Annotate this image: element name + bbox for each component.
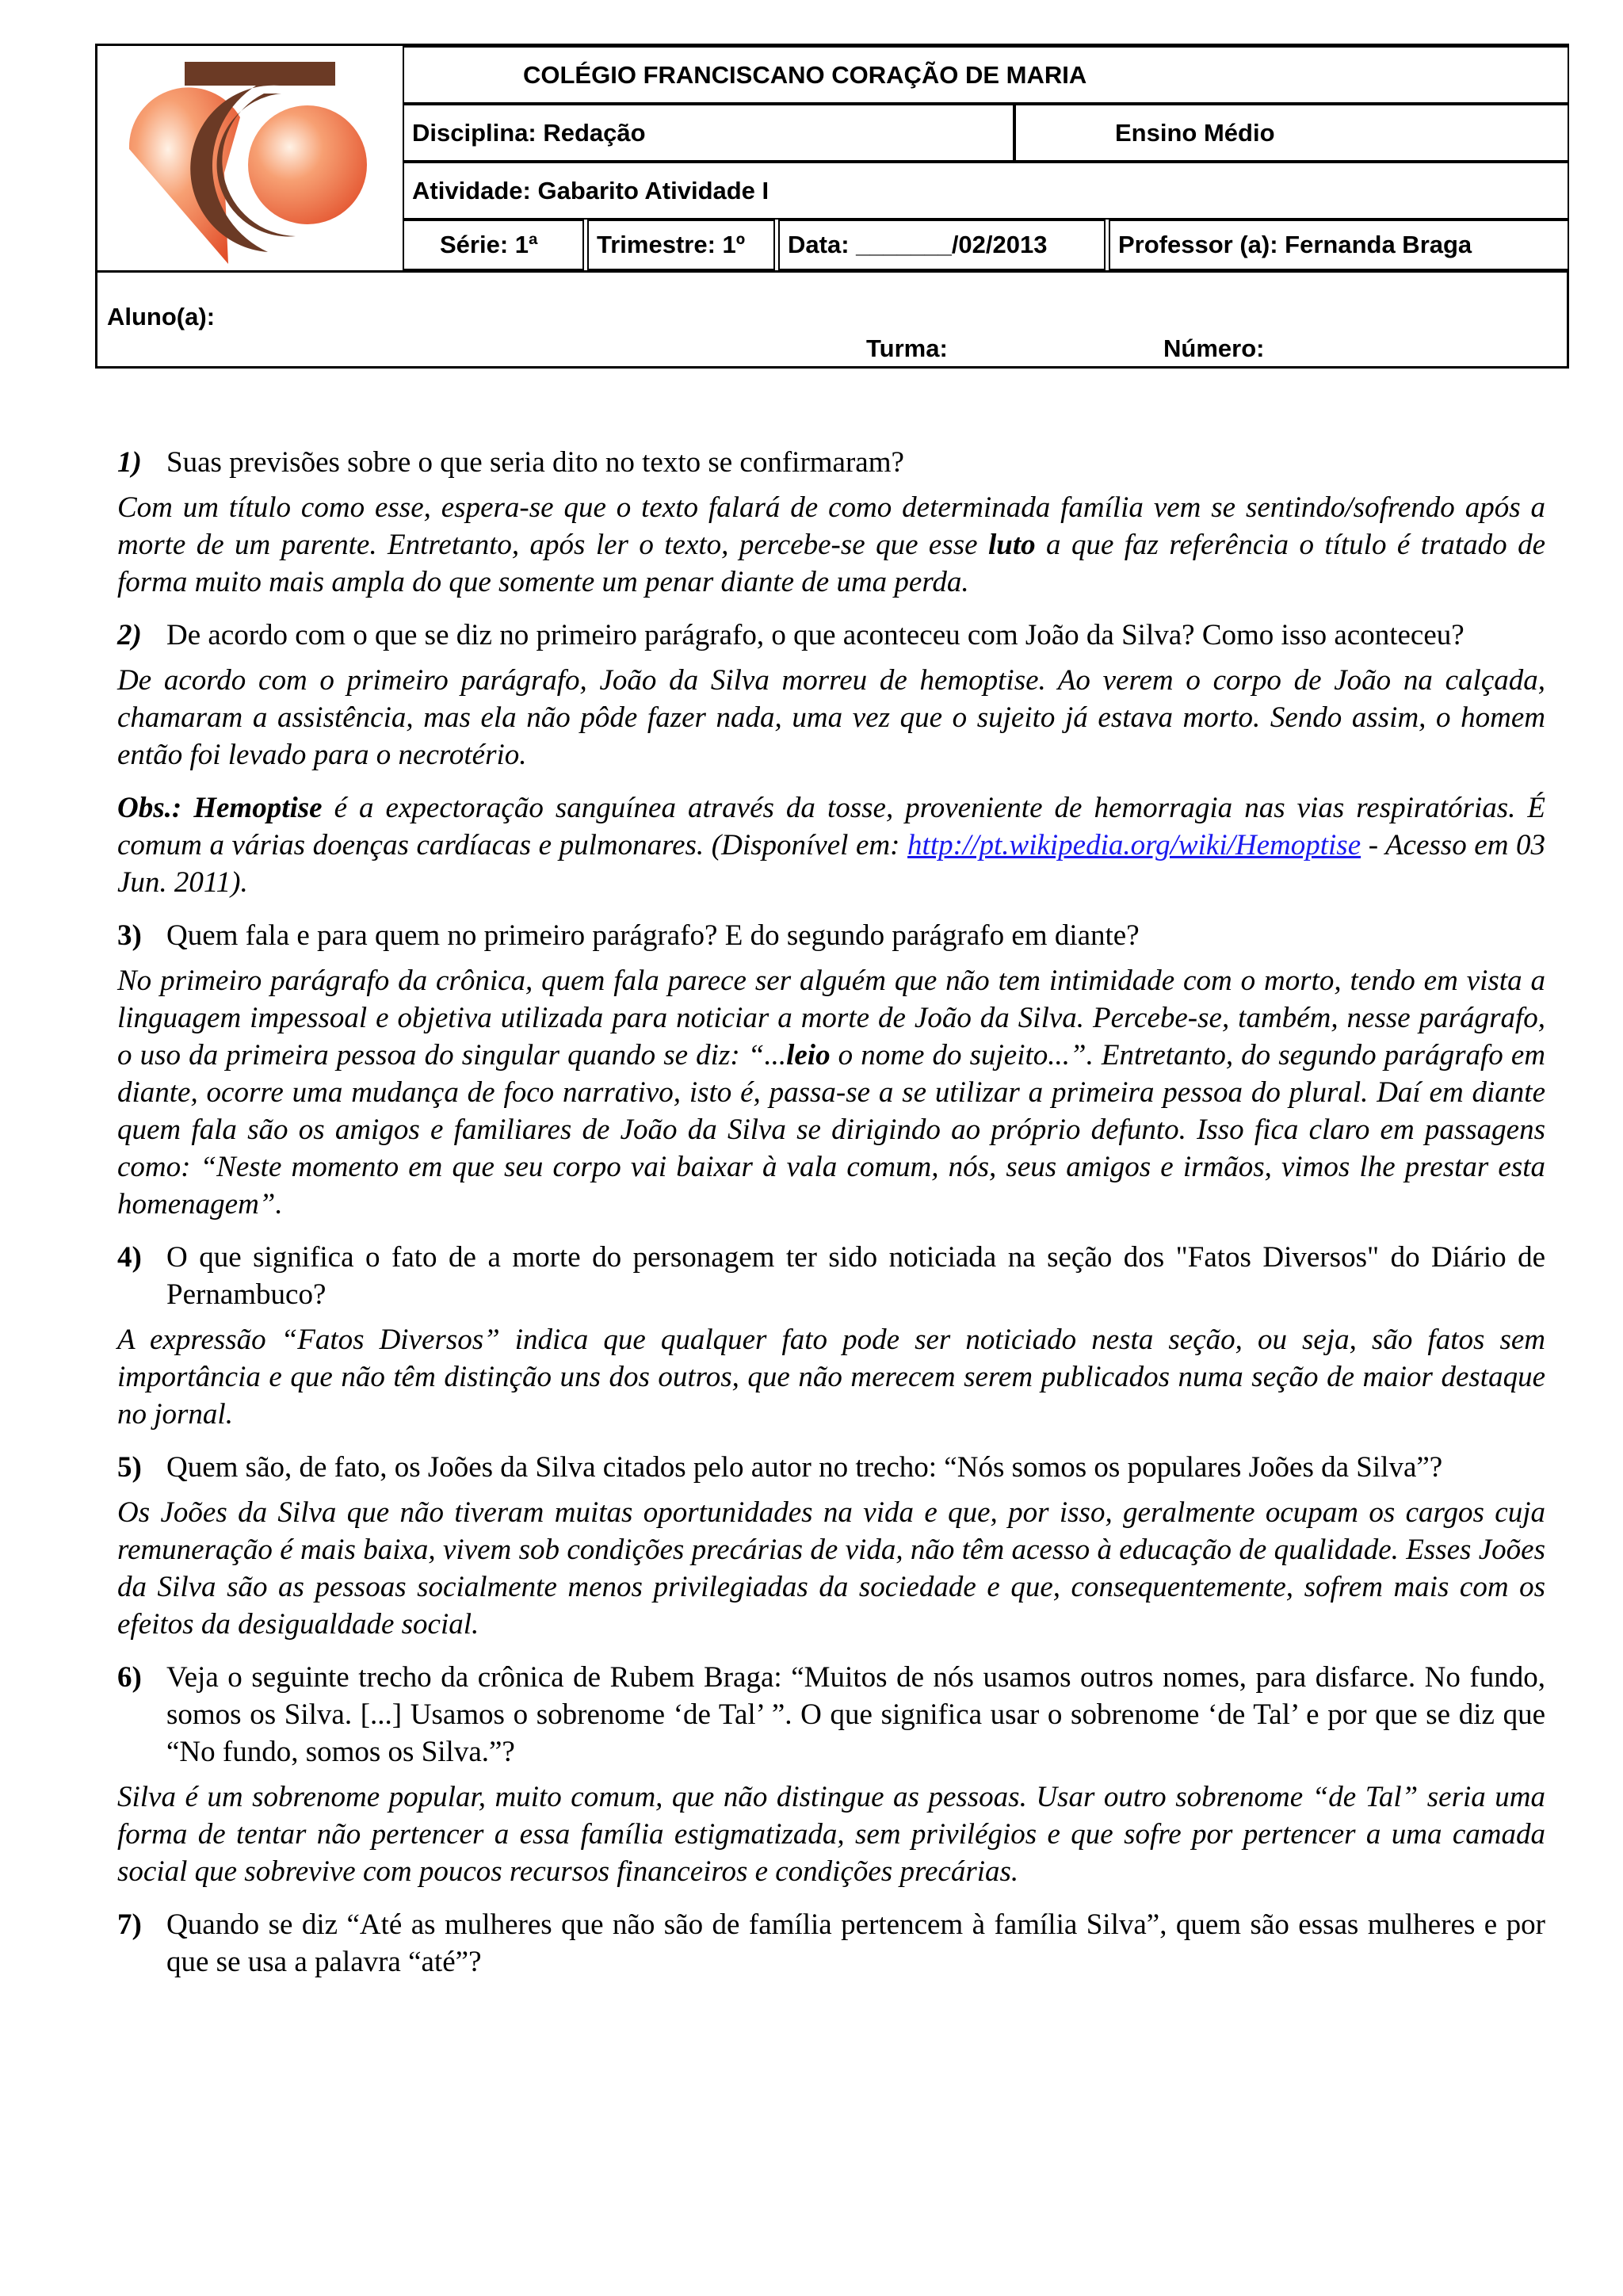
- answer-text: De acordo com o primeiro parágrafo, João da Silva morreu de hemoptise. Ao verem o corpo de João na calçada, chamaram a assistência, mas ela não pôde fazer nada, uma vez que o sujeito já estava morto. Sendo assim, o homem então foi levado para o necrotério.: [117, 664, 1545, 771]
- question-5: [117, 1449, 1545, 1486]
- question-number: 1): [117, 446, 142, 479]
- answer-2: [117, 662, 1545, 774]
- header-table: [95, 44, 1569, 369]
- student-label: Aluno(a):: [107, 303, 216, 330]
- education-level: Ensino Médio: [1115, 118, 1275, 147]
- answer-5: [117, 1494, 1545, 1643]
- level-cell: [1014, 104, 1569, 162]
- question-7: [117, 1906, 1545, 1981]
- answer-text: Com um título como esse, espera-se que o texto falará de como determinada família vem se sentindo/sofrendo após a morte de um parente. Entretanto, após ler o texto, percebe-se que esse: [117, 491, 1545, 561]
- question-number: 4): [117, 1241, 142, 1274]
- answer-text: o nome do sujeito...”. Entretanto, do segundo parágrafo em diante, ocorre uma mudança de foco narrativo, isto é, passa-se a se utilizar a primeira pessoa do plural. Daí em diante quem fala são os amigos e familiares de João da Silva se dirigindo ao próprio defunto. Isso fica claro em passagens como: “Neste momento em que seu corpo vai baixar à vala comum, nós, seus amigos e irmãos, vimos lhe prestar esta homenagem”.: [117, 1039, 1545, 1221]
- series: Série: 1ª: [440, 231, 538, 258]
- question-number: 5): [117, 1451, 142, 1484]
- answer-text: A expressão “Fatos Diversos” indica que qualquer fato pode ser noticiado nesta seção, ou seja, são fatos sem importância e que não têm distinção uns dos outros, que não merecem serem publicados numa seção de maior destaque no jornal.: [117, 1324, 1545, 1431]
- question-number: 2): [117, 619, 142, 651]
- answer-1: [117, 489, 1545, 601]
- question-text: Quem são, de fato, os Joões da Silva citados pelo autor no trecho: “Nós somos os populares Joões da Silva”?: [166, 1451, 1443, 1484]
- school-name-cell: [403, 46, 1569, 104]
- answer-emphasis: luto: [987, 529, 1036, 561]
- observation: [117, 789, 1545, 901]
- observation-label: Obs.: Hemoptise: [117, 792, 323, 824]
- trimester-cell: [587, 220, 775, 270]
- question-text: Quando se diz “Até as mulheres que não são de família pertencem à família Silva”, quem são essas mulheres e por que se usa a palavra “até”?: [166, 1908, 1545, 1978]
- observation-text: é a expectoração sanguínea através da tosse, proveniente de hemorragia nas vias respiratórias. É comum a várias doenças cardíacas e pulmonares. (Disponível em:: [117, 792, 1545, 861]
- question-number: 3): [117, 919, 142, 952]
- activity-cell: [403, 162, 1569, 220]
- school-name: COLÉGIO FRANCISCANO CORAÇÃO DE MARIA: [523, 60, 1087, 89]
- question-2: [117, 617, 1545, 654]
- date: Data: _______/02/2013: [788, 231, 1048, 258]
- question-6: [117, 1659, 1545, 1771]
- school-logo: [97, 46, 399, 268]
- question-number: 6): [117, 1661, 142, 1694]
- answer-6: [117, 1778, 1545, 1890]
- question-4: [117, 1239, 1545, 1313]
- question-text: Suas previsões sobre o que seria dito no texto se confirmaram?: [166, 446, 904, 479]
- discipline-cell: [403, 104, 1014, 162]
- wikipedia-link[interactable]: http://pt.wikipedia.org/wiki/Hemoptise: [907, 829, 1361, 861]
- answer-emphasis: leio: [786, 1039, 831, 1072]
- question-text: Quem fala e para quem no primeiro parágrafo? E do segundo parágrafo em diante?: [166, 919, 1140, 952]
- answer-text: No primeiro parágrafo da crônica, quem fala parece ser alguém que não tem intimidade com o morto, tendo em vista a linguagem impessoal e objetiva utilizada para noticiar a morte de João da Silva. Percebe-se, também, nesse parágrafo, o uso da primeira pessoa do singular quando se diz: “...: [117, 965, 1545, 1072]
- discipline: Disciplina: Redação: [412, 118, 646, 147]
- class-label: Turma:: [866, 334, 948, 362]
- question-number: 7): [117, 1908, 142, 1941]
- date-cell: [778, 220, 1106, 270]
- number-label: Número:: [1163, 334, 1265, 362]
- question-3: [117, 917, 1545, 954]
- question-1: [117, 444, 1545, 481]
- answer-3: [117, 962, 1545, 1223]
- teacher-cell: [1109, 220, 1569, 270]
- answer-text: a que faz referência o título é tratado de forma muito mais ampla do que somente um penar diante de uma perda.: [117, 529, 1545, 598]
- student-row: [97, 270, 1567, 369]
- answer-text: Silva é um sobrenome popular, muito comum, que não distingue as pessoas. Usar outro sobrenome “de Tal” seria uma forma de tentar não pertencer a essa família estigmatizada, sem privilégios e que sofre por pertencer a uma camada social que sobrevive com poucos recursos financeiros e condições precárias.: [117, 1781, 1545, 1888]
- question-text: De acordo com o que se diz no primeiro parágrafo, o que aconteceu com João da Silva? Como isso aconteceu?: [166, 619, 1465, 651]
- observation-tail: - Acesso em 03 Jun. 2011).: [117, 829, 1546, 899]
- activity: Atividade: Gabarito Atividade I: [412, 176, 769, 204]
- question-text: Veja o seguinte trecho da crônica de Rubem Braga: “Muitos de nós usamos outros nomes, para disfarce. No fundo, somos os Silva. [...] Usamos o sobrenome ‘de Tal’ ”. O que significa usar o sobrenome ‘de Tal’ e por que se diz que “No fundo, somos os Silva.”?: [166, 1661, 1545, 1768]
- question-text: O que significa o fato de a morte do personagem ter sido noticiada na seção dos "Fatos Diversos" do Diário de Pernambuco?: [166, 1241, 1545, 1311]
- trimester: Trimestre: 1º: [597, 231, 746, 258]
- answer-text: Os Joões da Silva que não tiveram muitas oportunidades na vida e que, por isso, geralmente ocupam os cargos cuja remuneração é mais baixa, vivem sob condições precárias de vida, não têm acesso à educação de qualidade. Esses Joões da Silva são as pessoas socialmente menos privilegiadas da sociedade e que, consequentemente, sofrem mais com os efeitos da desigualdade social.: [117, 1496, 1545, 1641]
- answer-key: [117, 444, 1545, 1988]
- school-logo-cell: [97, 46, 405, 270]
- series-cell: [403, 220, 584, 270]
- teacher: Professor (a): Fernanda Braga: [1118, 231, 1472, 258]
- answer-4: [117, 1321, 1545, 1433]
